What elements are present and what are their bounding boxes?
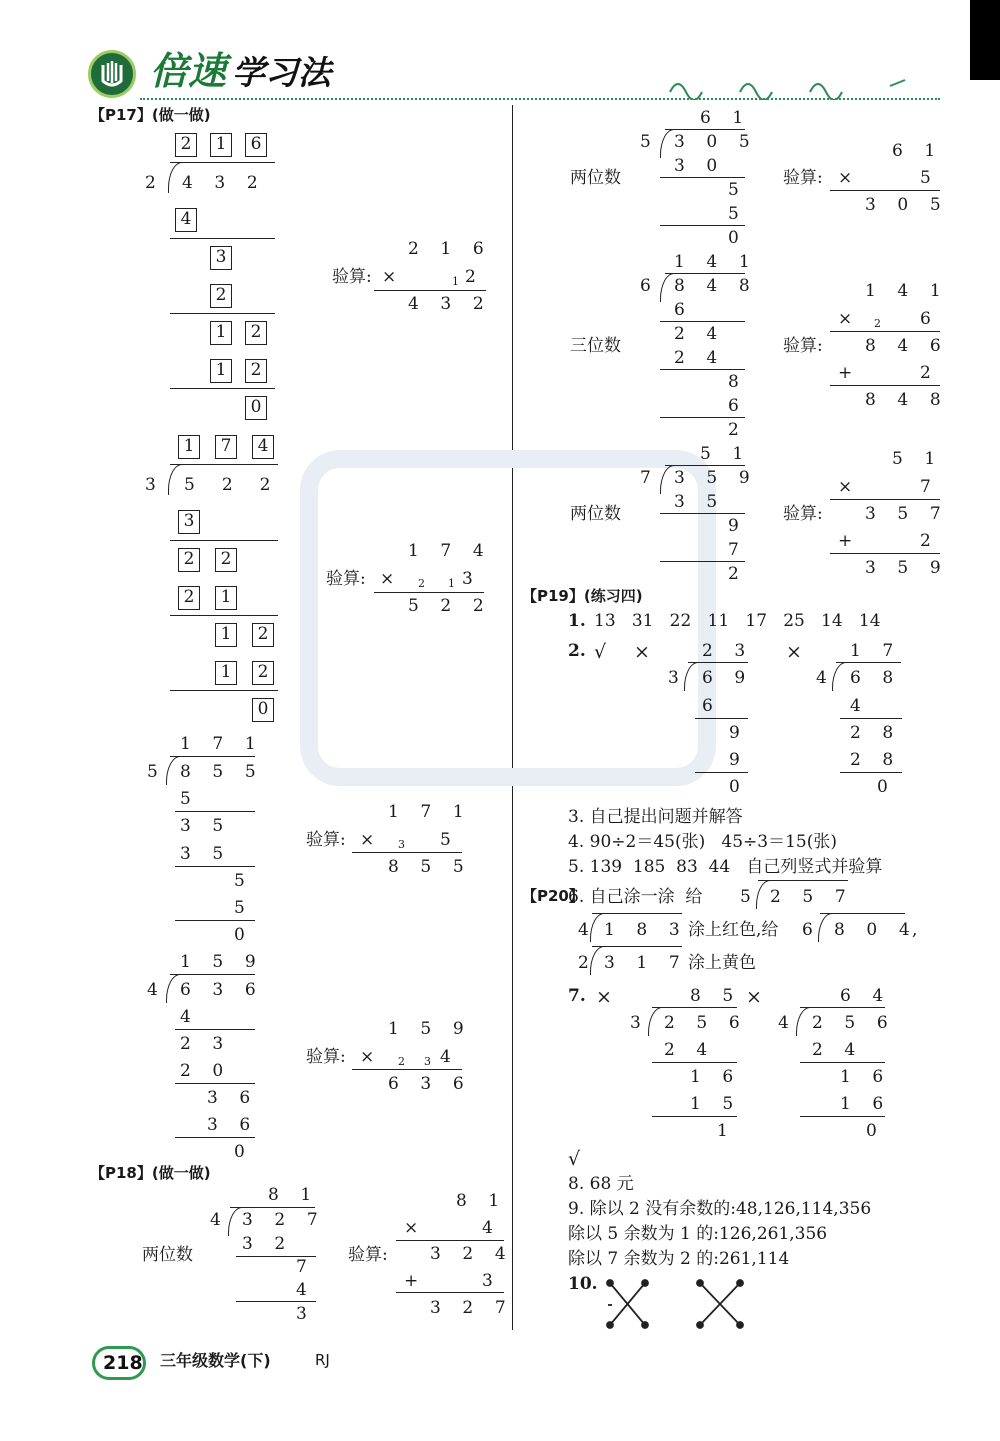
q4-text: 4. 90÷2＝45(张) 45÷3＝15(张) bbox=[568, 832, 838, 852]
brand-bold: 倍速 bbox=[150, 49, 227, 93]
page-edge-tab bbox=[970, 0, 1000, 80]
q9-line2: 除以 5 余数为 1 的:126,261,356 bbox=[568, 1224, 828, 1244]
quotient-digit: 1 bbox=[210, 133, 232, 157]
q8-text: 8. 68 元 bbox=[568, 1174, 634, 1194]
q5-text: 5. 139 185 83 44 自己列竖式并验算 bbox=[568, 857, 883, 877]
section-title-p17: 【P17】(做一做) bbox=[90, 106, 211, 124]
q10-cross-diagram bbox=[600, 1275, 760, 1335]
section-title-p19: 【P19】(练习四) bbox=[522, 587, 643, 605]
brand-rest: 学习法 bbox=[232, 53, 331, 92]
q1-values: 13 31 22 11 17 25 14 14 bbox=[594, 611, 881, 631]
division-bracket bbox=[168, 162, 183, 193]
page-number-badge: 218 bbox=[92, 1346, 146, 1380]
q9-line1: 9. 除以 2 没有余数的:48,126,114,356 bbox=[568, 1199, 872, 1219]
quotient-digit: 2 bbox=[175, 133, 197, 157]
division-bracket bbox=[168, 464, 183, 495]
column-divider bbox=[512, 105, 513, 1330]
header-ornament bbox=[660, 70, 950, 100]
q9-line3: 除以 7 余数为 2 的:261,114 bbox=[568, 1249, 790, 1269]
quotient-digit: 6 bbox=[245, 133, 267, 157]
section-title-p20: 【P20】 bbox=[522, 887, 584, 905]
section-title-p18: 【P18】(做一做) bbox=[90, 1164, 211, 1182]
book-title: 三年级数学(下) bbox=[160, 1351, 271, 1370]
page-header bbox=[0, 0, 1000, 110]
logo-icon bbox=[88, 50, 136, 98]
q3-text: 3. 自己提出问题并解答 bbox=[568, 807, 743, 827]
check-label: 验算: bbox=[332, 267, 372, 287]
book-edition: RJ bbox=[315, 1351, 330, 1369]
